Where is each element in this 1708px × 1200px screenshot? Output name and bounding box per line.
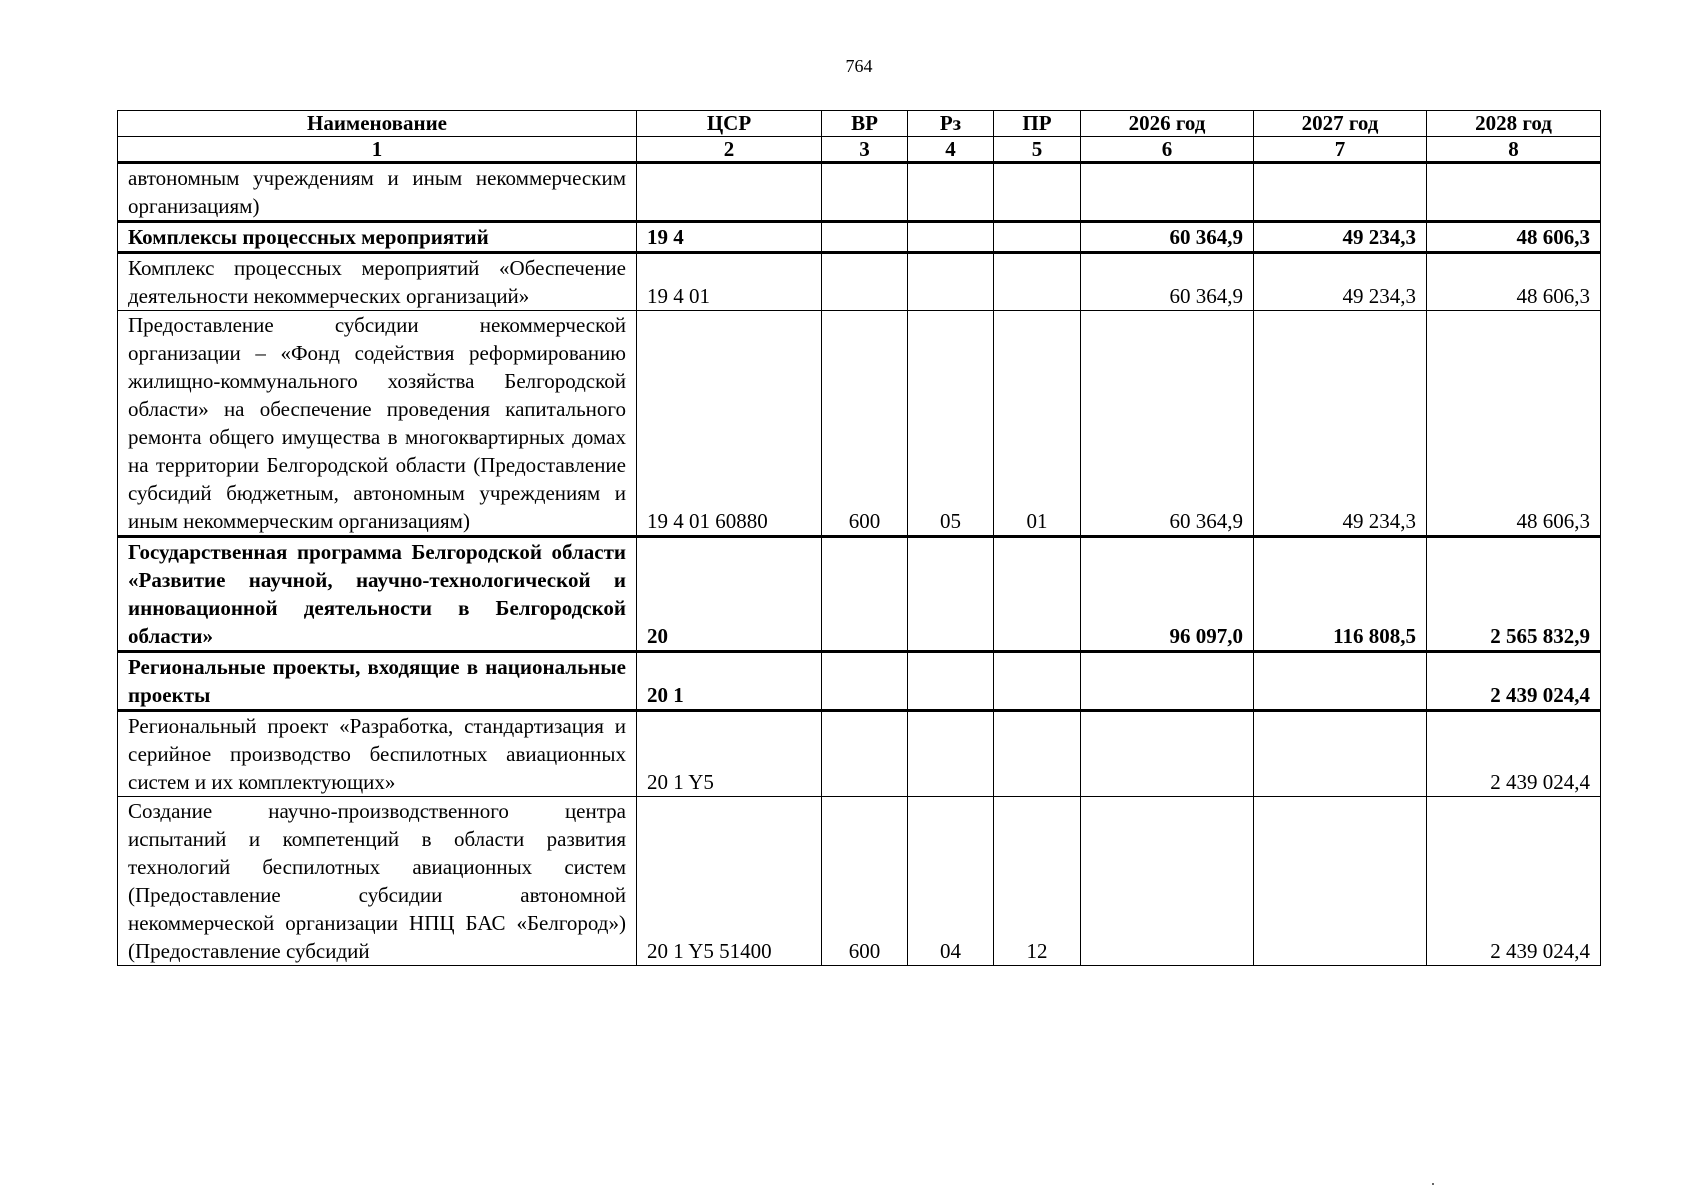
row-vr: 600 — [822, 797, 908, 966]
row-name: Государственная программа Белгородской области «Развитие научной, научно-технологической и инновационной деятельности в Белгородской области» — [118, 537, 637, 652]
column-number: 1 — [118, 137, 637, 163]
row-2028: 48 606,3 — [1427, 222, 1601, 253]
column-number: 4 — [908, 137, 994, 163]
row-csr: 19 4 — [637, 222, 822, 253]
row-rz: 05 — [908, 311, 994, 537]
row-2028: 2 565 832,9 — [1427, 537, 1601, 652]
table-body — [118, 163, 1601, 966]
column-number: 5 — [994, 137, 1081, 163]
column-number: 7 — [1254, 137, 1427, 163]
row-csr — [637, 163, 822, 222]
row-2026: 60 364,9 — [1081, 311, 1254, 537]
row-pr — [994, 163, 1081, 222]
row-pr — [994, 711, 1081, 797]
header-rz: Рз — [908, 111, 994, 137]
column-number: 2 — [637, 137, 822, 163]
row-2028: 48 606,3 — [1427, 253, 1601, 311]
row-vr: 600 — [822, 311, 908, 537]
row-2026: 60 364,9 — [1081, 253, 1254, 311]
row-pr — [994, 537, 1081, 652]
row-2027 — [1254, 797, 1427, 966]
table-header — [118, 111, 1601, 163]
header-vr: ВР — [822, 111, 908, 137]
header-2028: 2028 год — [1427, 111, 1601, 137]
row-rz — [908, 711, 994, 797]
row-rz: 04 — [908, 797, 994, 966]
row-vr — [822, 253, 908, 311]
row-2028: 2 439 024,4 — [1427, 652, 1601, 711]
table-row — [118, 537, 1601, 652]
row-rz — [908, 652, 994, 711]
header-2027: 2027 год — [1254, 111, 1427, 137]
row-2027 — [1254, 652, 1427, 711]
row-vr — [822, 711, 908, 797]
column-number: 3 — [822, 137, 908, 163]
header-pr: ПР — [994, 111, 1081, 137]
row-pr — [994, 222, 1081, 253]
row-pr — [994, 652, 1081, 711]
row-2027: 49 234,3 — [1254, 222, 1427, 253]
table-row — [118, 711, 1601, 797]
row-name: Комплекс процессных мероприятий «Обеспечение деятельности некоммерческих организаций» — [118, 253, 637, 311]
row-vr — [822, 652, 908, 711]
row-rz — [908, 222, 994, 253]
row-name: Создание научно-производственного центра испытаний и компетенций в области развития технологий беспилотных авиационных систем (Предоставление субсидии автономной некоммерческой организации НПЦ БАС «Белгород») (Предоставление субсидий — [118, 797, 637, 966]
row-csr: 20 1 — [637, 652, 822, 711]
table-row — [118, 253, 1601, 311]
row-2026 — [1081, 711, 1254, 797]
column-number-row — [118, 137, 1601, 163]
row-csr: 20 — [637, 537, 822, 652]
row-2026: 60 364,9 — [1081, 222, 1254, 253]
row-2028: 2 439 024,4 — [1427, 797, 1601, 966]
column-number: 8 — [1427, 137, 1601, 163]
row-rz — [908, 253, 994, 311]
row-2028: 48 606,3 — [1427, 311, 1601, 537]
row-csr: 20 1 Y5 51400 — [637, 797, 822, 966]
budget-table — [117, 110, 1601, 966]
row-2026: 96 097,0 — [1081, 537, 1254, 652]
row-vr — [822, 537, 908, 652]
row-name: Региональный проект «Разработка, стандартизация и серийное производство беспилотных авиационных систем и их комплектующих» — [118, 711, 637, 797]
row-2026 — [1081, 797, 1254, 966]
row-2027: 49 234,3 — [1254, 311, 1427, 537]
row-pr: 12 — [994, 797, 1081, 966]
header-2026: 2026 год — [1081, 111, 1254, 137]
row-vr — [822, 163, 908, 222]
row-2026 — [1081, 652, 1254, 711]
row-name: Предоставление субсидии некоммерческой организации – «Фонд содействия реформированию жилищно-коммунального хозяйства Белгородской области» на обеспечение проведения капитального ремонта общего имущества в многоквартирных домах на территории Белгородской области (Предоставление субсидий бюджетным, автономным учреждениям и иным некоммерческим организациям) — [118, 311, 637, 537]
row-pr: 01 — [994, 311, 1081, 537]
row-rz — [908, 163, 994, 222]
row-2027 — [1254, 163, 1427, 222]
table-row — [118, 163, 1601, 222]
row-vr — [822, 222, 908, 253]
row-csr: 20 1 Y5 — [637, 711, 822, 797]
row-name: автономным учреждениям и иным некоммерческим организациям) — [118, 163, 637, 222]
row-csr: 19 4 01 — [637, 253, 822, 311]
header-row — [118, 111, 1601, 137]
table-row — [118, 311, 1601, 537]
header-csr: ЦСР — [637, 111, 822, 137]
row-csr: 19 4 01 60880 — [637, 311, 822, 537]
row-2027: 49 234,3 — [1254, 253, 1427, 311]
row-name: Комплексы процессных мероприятий — [118, 222, 637, 253]
header-name: Наименование — [118, 111, 637, 137]
row-name: Региональные проекты, входящие в национальные проекты — [118, 652, 637, 711]
row-2027 — [1254, 711, 1427, 797]
scan-speck — [1432, 1183, 1434, 1185]
table-row — [118, 652, 1601, 711]
row-2026 — [1081, 163, 1254, 222]
page-number: 764 — [845, 56, 873, 76]
table-row — [118, 222, 1601, 253]
row-2027: 116 808,5 — [1254, 537, 1427, 652]
row-2028: 2 439 024,4 — [1427, 711, 1601, 797]
row-rz — [908, 537, 994, 652]
column-number: 6 — [1081, 137, 1254, 163]
row-2028 — [1427, 163, 1601, 222]
table-row — [118, 797, 1601, 966]
row-pr — [994, 253, 1081, 311]
